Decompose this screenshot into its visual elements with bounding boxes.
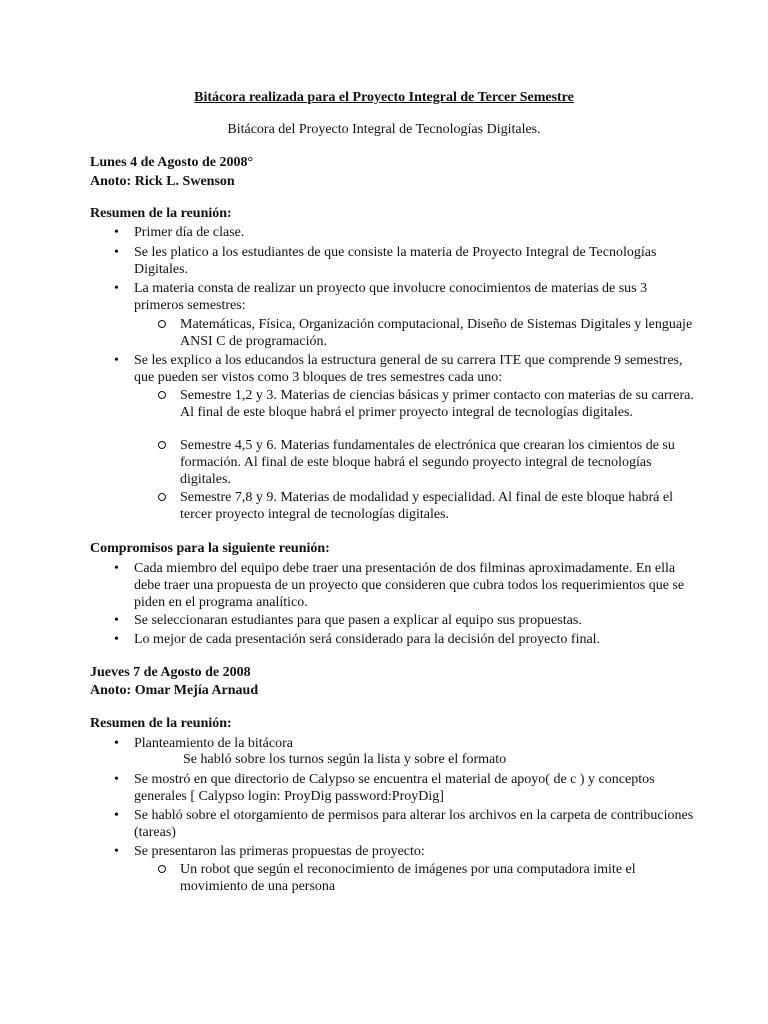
entry2-author: Anoto: Omar Mejía Arnaud [90,683,259,698]
list-item: • Planteamiento de la bitácora [134,735,700,752]
entry1-summary-heading: Resumen de la reunión: [90,206,232,221]
entry1-date: Lunes 4 de Agosto de 2008° [90,155,254,170]
list-item: • Se mostró en que directorio de Calypso se encuentra el material de apoyo( de c ) y conceptos generales [ Calypso login: ProyDig password:ProyDig] [134,771,700,805]
list-item: • Se presentaron las primeras propuestas de proyecto: [134,843,700,860]
entry1-commitments-heading: Compromisos para la siguiente reunión: [90,541,330,556]
document-title: Bitácora realizada para el Proyecto Integral de Tercer Semestre [194,90,574,105]
list-item: • Se seleccionaran estudiantes para que pasen a explicar al equipo sus propuestas. [134,612,700,629]
sub-list-item: Semestre 7,8 y 9. Materias de modalidad y especialidad. Al final de este bloque habrá el tercer proyecto integral de tecnologías digitales. [180,489,700,523]
sub-list-item: Semestre 1,2 y 3. Materias de ciencias básicas y primer contacto con materias de su carrera. Al final de este bloque habrá el primer proyecto integral de tecnologías digitales. [180,387,700,421]
list-item: • Primer día de clase. [134,224,700,241]
list-item: • Se habló sobre el otorgamiento de permisos para alterar los archivos en la carpeta de contribuciones (tareas) [134,807,700,841]
sub-list-item: Un robot que según el reconocimiento de imágenes por una computadora imite el movimiento de una persona [180,861,700,895]
sub-list-item: Matemáticas, Física, Organización computacional, Diseño de Sistemas Digitales y lenguaje ANSI C de programación. [180,316,700,350]
document-subtitle: Bitácora del Proyecto Integral de Tecnologías Digitales. [227,122,541,137]
entry1-author: Anoto: Rick L. Swenson [90,174,235,189]
entry2-date: Jueves 7 de Agosto de 2008 [90,665,251,680]
list-item: • Cada miembro del equipo debe traer una presentación de dos filminas aproximadamente. En ella debe traer una propuesta de un proyecto que consideren que cubra todos los requerimientos que se piden en el programa analítico. [134,560,700,611]
plain-line: Se habló sobre los turnos según la lista y sobre el formato [183,752,507,767]
entry2-summary-heading: Resumen de la reunión: [90,716,232,731]
list-item: • Se les explico a los educandos la estructura general de su carrera ITE que comprende 9 semestres, que pueden ser vistos como 3 bloques de tres semestres cada uno: [134,352,700,386]
list-item: • Lo mejor de cada presentación será considerado para la decisión del proyecto final. [134,631,700,648]
sub-list-item: Semestre 4,5 y 6. Materias fundamentales de electrónica que crearan los cimientos de su formación. Al final de este bloque habrá el segundo proyecto integral de tecnologías digitales. [180,437,700,488]
list-item: • Se les platico a los estudiantes de que consiste la materia de Proyecto Integral de Tecnologías Digitales. [134,244,700,278]
list-item: • La materia consta de realizar un proyecto que involucre conocimientos de materias de sus 3 primeros semestres: [134,280,700,314]
